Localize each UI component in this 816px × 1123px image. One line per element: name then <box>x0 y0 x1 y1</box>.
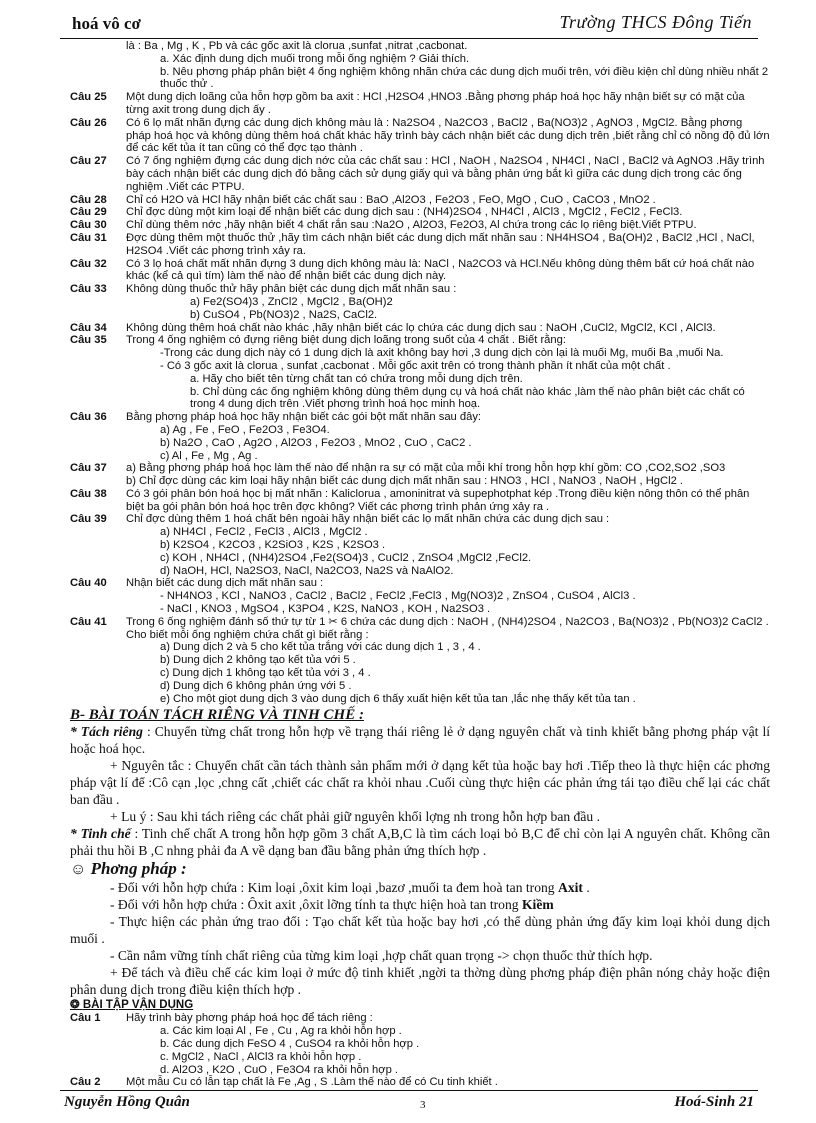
question-row <box>70 232 770 258</box>
question-row <box>70 155 770 193</box>
subline-text: b. Chỉ dùng các ống nghiệm không dùng thêm dụng cụ và hoá chất nào khác ,làm thế nào phân biệt các chất có trong 4 dung dịch trên .Viết phơng trình hoá học minh hoạ. <box>190 385 745 411</box>
question-text: Không dùng thuốc thử hãy phân biệt các dung dịch mất nhãn sau : <box>126 283 457 296</box>
question-text: Một dung dịch loãng của hỗn hợp gồm ba axit : HCl ,H2SO4 ,HNO3 .Bằng phơng pháp hoá học hãy nhận biết sự có mặt của từng axit trong dung dịch ấy . <box>126 91 745 116</box>
tach-rieng-label: * Tách riêng <box>70 724 143 740</box>
question-label: Câu 27 <box>70 155 107 168</box>
question-label: Câu 1 <box>70 1012 101 1025</box>
question-subline <box>70 1064 770 1077</box>
method-2-text: - Đối với hỗn hợp chứa : Ôxit axit ,ôxit lỡng tính ta thực hiện hoà tan trong <box>110 897 522 913</box>
subline-text: a. Các kim loại Al , Fe , Cu , Ag ra khỏi hỗn hợp . <box>160 1025 402 1038</box>
method-1: - Đối với hỗn hợp chứa : Kim loại ,ôxit kim loại ,bazơ ,muối ta đem hoà tan trong Axit . <box>110 880 590 896</box>
question-text: Hãy trình bày phơng pháp hoá học để tách riêng : <box>126 1012 373 1025</box>
question-row <box>70 258 770 284</box>
subline-text: a. Hãy cho biết tên từng chất tan có chứa trong mỗi dung dịch trên. <box>190 372 523 385</box>
question-label: Câu 28 <box>70 193 107 206</box>
question-subline <box>70 641 770 654</box>
question-row <box>70 322 770 335</box>
page-footer <box>60 1090 758 1115</box>
header-school: Trường THCS Đông Tiến <box>559 12 752 32</box>
question-subline <box>70 296 770 309</box>
subline-text: c) Al , Fe , Mg , Ag . <box>160 449 258 462</box>
question-subline <box>70 1038 770 1051</box>
method-3: - Thực hiện các phản ứng trao đổi : Tạo chất kết tủa hoặc bay hơi ,có thể dùng phản ứng đẩy kim loại khỏi dung dịch muối . <box>70 914 770 947</box>
question-label: Câu 30 <box>70 219 107 232</box>
question-subline <box>70 667 770 680</box>
question-subline <box>70 693 770 706</box>
exercise-title: BÀI TẬP VẬN DỤNG <box>82 999 194 1012</box>
question-label: Câu 29 <box>70 206 107 219</box>
subline-text: c) Dung dịch 1 không tạo kết tủa với 3 , 4 . <box>160 667 371 680</box>
question-label: Câu 41 <box>70 615 107 628</box>
subline-text: b. Các dung dịch FeSO 4 , CuSO4 ra khỏi hỗn hợp . <box>160 1038 420 1051</box>
question-subline <box>70 360 770 373</box>
question-row <box>70 206 770 219</box>
subline-text: b. Nêu phơng pháp phân biệt 4 ống nghiệm không nhãn chứa các dung dịch muối trên, với điều kiện chỉ dùng nhiều nhất 2 thuốc thử . <box>160 65 769 91</box>
question-label: Câu 39 <box>70 513 107 526</box>
question-text: Nhận biết các dung dịch mất nhãn sau : <box>126 577 324 590</box>
method-1-text: - Đối với hỗn hợp chứa : Kim loại ,ôxit kim loại ,bazơ ,muối ta đem hoà tan trong <box>110 880 558 896</box>
question-label: Câu 40 <box>70 577 107 590</box>
question-text: Chỉ dùng thêm nớc ,hãy nhận biết 4 chất rắn sau :Na2O , Al2O3, Fe2O3, Al chứa trong các lọ riêng biệt.Viết PTPU. <box>126 219 697 232</box>
subline-text: a) Ag , Fe , FeO , Fe2O3 , Fe3O4. <box>160 423 330 436</box>
method-2 <box>70 896 770 913</box>
question-text: Chỉ đợc dùng thêm 1 hoá chất bên ngoài hãy nhận biết các lọ mất nhãn chứa các dung dịch sau : <box>126 513 610 526</box>
subline-text: b) CuSO4 , Pb(NO3)2 , Na2S, CaCl2. <box>190 308 378 321</box>
question-row <box>70 411 770 424</box>
question-subline <box>70 475 770 488</box>
question-row <box>70 117 770 155</box>
question-text: Trong 4 ống nghiệm có đựng riêng biệt dung dịch loãng trong suốt của 4 chất . Biết rằng: <box>126 334 566 347</box>
question-row <box>70 219 770 232</box>
luu-y-paragraph: + Lu ý : Sau khi tách riêng các chất phải giữ nguyên khối lợng nh trong hỗn hợp ban đầu . <box>110 809 600 825</box>
question-label: Câu 37 <box>70 462 107 475</box>
footer-class: Hoá-Sinh 21 <box>674 1094 754 1110</box>
question-text: Một mẫu Cu có lẫn tạp chất là Fe ,Ag , S .Làm thế nào để có Cu tinh khiết . <box>126 1076 498 1089</box>
question-subline <box>70 450 770 463</box>
question-row <box>70 513 770 526</box>
subline-text: a. Xác định dung dịch muối trong mỗi ống nghiệm ? Giải thích. <box>160 52 470 65</box>
tinh-che-text: : Tinh chế chất A trong hỗn hợp gồm 3 chất A,B,C là tìm cách loại bỏ B,C để chỉ còn lại A nguyên chất. Không cần phải thu hồi B ,C nhng phải đa A về dạng ban đầu bằng phản ứng thích hợp . <box>70 826 771 859</box>
question-label: Câu 36 <box>70 411 107 424</box>
question-subline <box>70 539 770 552</box>
tinh-che-label: * Tinh chế <box>70 826 131 842</box>
question-row <box>70 334 770 347</box>
question-subline <box>70 347 770 360</box>
question-subline <box>70 526 770 539</box>
section-title: B- BÀI TOÁN TÁCH RIÊNG VÀ TINH CHẾ : <box>70 707 364 724</box>
subline-text: - NH4NO3 , KCl , NaNO3 , CaCl2 , BaCl2 , FeCl2 ,FeCl3 , Mg(NO3)2 , ZnSO4 , CuSO4 , AlCl3 . <box>160 590 636 603</box>
method-5: + Để tách và điều chế các kim loại ở mức độ tinh khiết ,ngời ta thờng dùng phơng pháp điện phân nóng chảy hoặc điện phân dung dịch trong điều kiện thích hợp . <box>70 965 770 998</box>
subline-text: d. Al2O3 , K2O , CuO , Fe3O4 ra khỏi hỗn hợp . <box>160 1063 399 1076</box>
question-text: Không dùng thêm hoá chất nào khác ,hãy nhận biết các lọ chứa các dung dịch sau : NaOH ,CuCl2, MgCl2, KCl , AlCl3. <box>126 321 716 334</box>
question-text: Có 6 lọ mất nhãn đựng các dung dịch không màu là : Na2SO4 , Na2CO3 , BaCl2 , Ba(NO3)2 , AgNO3 , MgCl2. Bằng phơng pháp hoá học và không dùng thêm hoá chất khác hãy trình bày cách nhận biết các dung dịch trên ,biết rằng chỉ có nồng độ đủ lớn để các kết tủa ít tan cũng có thể đợc tạo thành . <box>126 116 770 155</box>
question-text: a) Bằng phơng pháp hoá học làm thế nào để nhận ra sự có mặt của mỗi khí trong hỗn hợp khí gồm: CO ,CO2,SO2 ,SO3 <box>126 462 726 475</box>
subline-text: - NaCl , KNO3 , MgSO4 , K3PO4 , K2S, NaNO3 , KOH , Na2SO3 . <box>160 603 491 616</box>
content <box>70 40 770 1089</box>
question-subline <box>70 590 770 603</box>
subline-text: b) Dung dịch 2 không tạo kết tủa với 5 . <box>160 654 356 667</box>
question-text: Có 3 gói phân bón hoá học bị mất nhãn : Kaliclorua , amoninitrat và supephotphat kép .Trong điều kiện nông thôn có thể phân biệt ba gói phân bón hoá học trên đợc không? Viết các phơng trình phản ứng xảy ra . <box>126 487 750 513</box>
phuong-phap-heading <box>70 859 770 879</box>
question-label: Câu 2 <box>70 1076 101 1089</box>
subline-text: b) Na2O , CaO , Ag2O , Al2O3 , Fe2O3 , MnO2 , CuO , CaC2 . <box>160 436 472 449</box>
question-subline <box>70 309 770 322</box>
question-row <box>70 194 770 207</box>
question-label: Câu 31 <box>70 231 107 244</box>
question-label: Câu 33 <box>70 283 107 296</box>
question-subline <box>70 437 770 450</box>
question-text: Bằng phơng pháp hoá học hãy nhận biết các gói bột mất nhãn sau đây: <box>126 411 482 424</box>
header-subject: hoá vô cơ <box>72 14 141 33</box>
exercise-list <box>70 1012 770 1089</box>
question-label: Câu 35 <box>70 334 107 347</box>
subline-text: a) Dung dịch 2 và 5 cho kết tủa trắng với các dung dịch 1 , 3 , 4 . <box>160 641 481 654</box>
subline-text: d) Dung dịch 6 không phản ứng với 5 . <box>160 679 352 692</box>
subline-text: c. MgCl2 , NaCl , AlCl3 ra khỏi hỗn hợp . <box>160 1050 362 1063</box>
method-2-bold: Kiềm <box>521 897 554 913</box>
question-subline <box>70 654 770 667</box>
question-label: Câu 32 <box>70 257 107 270</box>
subline-text: a) Fe2(SO4)3 , ZnCl2 , MgCl2 , Ba(OH)2 <box>190 295 393 308</box>
question-subline <box>70 53 770 66</box>
question-row <box>70 462 770 475</box>
question-label: Câu 34 <box>70 321 107 334</box>
question-row <box>70 1076 770 1089</box>
question-label: Câu 25 <box>70 91 107 104</box>
phuong-phap-title: Phơng pháp : <box>90 859 187 879</box>
nguyen-tac-paragraph: + Nguyên tắc : Chuyển chất cần tách thành sản phẩm mới ở dạng kết tủa hoặc bay hơi .Tiếp theo là thực hiện các phơng pháp vật lí để :Cô cạn ,lọc ,chng cất ,chiết các chất ra khỏi nhau .Cuối cùng thực hiện các phản ứng tái tạo điều chế lại các chất ban đầu . <box>70 758 770 808</box>
subline-text: b) K2SO4 , K2CO3 , K2SiO3 , K2S , K2SO3 . <box>160 539 386 552</box>
subline-text: a) NH4Cl , FeCl2 , FeCl3 , AlCl3 , MgCl2 . <box>160 526 368 539</box>
footer-author: Nguyễn Hồng Quân <box>64 1094 190 1110</box>
subline-text: b) Chỉ đợc dùng các kim loại hãy nhận biết các dung dịch mất nhãn sau : HNO3 , HCl , NaNO3 , NaOH , HgCl2 . <box>126 475 684 488</box>
question-subline <box>70 552 770 565</box>
question-row <box>70 91 770 117</box>
question-text: Đợc dùng thêm một thuốc thử ,hãy tìm cách nhận biết các dung dịch mất nhãn sau : NH4HSO4 , Ba(OH)2 , BaCl2 ,HCl , NaCl, H2SO4 .Viết các phơng trình xảy ra. <box>126 231 755 257</box>
smiley-icon: ☺ <box>70 861 87 879</box>
exercise-heading <box>70 999 770 1012</box>
question-text: Chỉ có H2O và HCl hãy nhận biết các chất sau : BaO ,Al2O3 , Fe2O3 , FeO, MgO , CuO , CaCO3 , MnO2 . <box>126 193 656 206</box>
question-label: Câu 26 <box>70 116 107 129</box>
question-label: Câu 38 <box>70 487 107 500</box>
question-row <box>70 283 770 296</box>
subline-text: e) Cho một giọt dung dịch 3 vào dung dịch 6 thấy xuất hiện kết tủa tan ,lắc nhẹ thấy kết tủa tan . <box>160 692 636 705</box>
question-row <box>70 1012 770 1025</box>
question-subline <box>70 424 770 437</box>
page-number: 3 <box>420 1099 426 1111</box>
question-subline <box>70 1051 770 1064</box>
question-text: Có 7 ống nghiệm đựng các dung dịch nớc của các chất sau : HCl , NaOH , Na2SO4 , NH4Cl , NaCl , BaCl2 và AgNO3 .Hãy trình bày cách nhận biết các dung dịch đó bằng cách sử dụng giấy quì và bằng phản ứng bắt kì giữa các dung dịch trong các ống nghiệm .Viết các PTPU. <box>126 155 765 193</box>
question-row <box>70 616 770 642</box>
exercise-icon: ❂ <box>70 999 80 1012</box>
question-subline <box>70 386 770 412</box>
tach-rieng-text: : Chuyển từng chất trong hỗn hợp về trạng thái riêng lẻ ở dạng nguyên chất và tinh khiết bằng phơng pháp vật lí hoặc hoá học. <box>70 724 770 757</box>
question-subline <box>70 40 770 53</box>
question-text: Chỉ đợc dùng một kim loại để nhận biết các dung dịch sau : (NH4)2SO4 , NH4Cl , AlCl3 , MgCl2 , FeCl2 , FeCl3. <box>126 206 683 219</box>
question-subline <box>70 565 770 578</box>
question-subline <box>70 680 770 693</box>
tach-rieng-paragraph <box>70 723 770 757</box>
question-subline <box>70 603 770 616</box>
page-header <box>60 12 758 39</box>
subline-text: -Trong các dung dịch này có 1 dung dịch là axit không bay hơi ,3 dung dịch còn lại là muối Mg, muối Ba ,muối Na. <box>160 347 724 360</box>
question-row <box>70 488 770 514</box>
question-subline <box>70 373 770 386</box>
question-subline <box>70 66 770 92</box>
question-row <box>70 577 770 590</box>
subline-text: c) KOH , NH4Cl , (NH4)2SO4 ,Fe2(SO4)3 , CuCl2 , ZnSO4 ,MgCl2 ,FeCl2. <box>160 551 532 564</box>
question-text: Có 3 lọ hoá chất mất nhãn đựng 3 dung dịch không màu là: NaCl , Na2CO3 và HCl.Nếu không dùng thêm bất cứ hoá chất nào khác (kể cả quì tím) làm thế nào để nhận biết các dung dịch này. <box>126 257 755 283</box>
subline-text: là : Ba , Mg , K , Pb và các gốc axit là clorua ,sunfat ,nitrat ,cacbonat. <box>126 40 468 52</box>
method-4: - Cần nắm vững tính chất riêng của từng kim loại ,hợp chất quan trọng -> chọn thuốc thử thích hợp. <box>110 948 653 964</box>
subline-text: d) NaOH, HCl, Na2SO3, NaCl, Na2CO3, Na2S và NaAlO2. <box>160 564 454 577</box>
method-1-bold: Axit <box>558 880 583 896</box>
tinh-che-paragraph <box>70 825 770 859</box>
subline-text: - Có 3 gốc axit là clorua , sunfat ,cacbonat . Mỗi gốc axit trên có trong thành phần ít nhất của một chất . <box>160 359 671 372</box>
question-text: Trong 6 ống nghiệm đánh số thứ tự từ 1 ✂ 6 chứa các dung dịch : NaOH , (NH4)2SO4 , Na2CO3 , Ba(NO3)2 , Pb(NO3)2 CaCl2 . Cho biết mỗi ống nghiệm chứa chất gì biết rằng : <box>126 615 769 641</box>
question-subline <box>70 1025 770 1038</box>
question-list <box>70 40 770 705</box>
